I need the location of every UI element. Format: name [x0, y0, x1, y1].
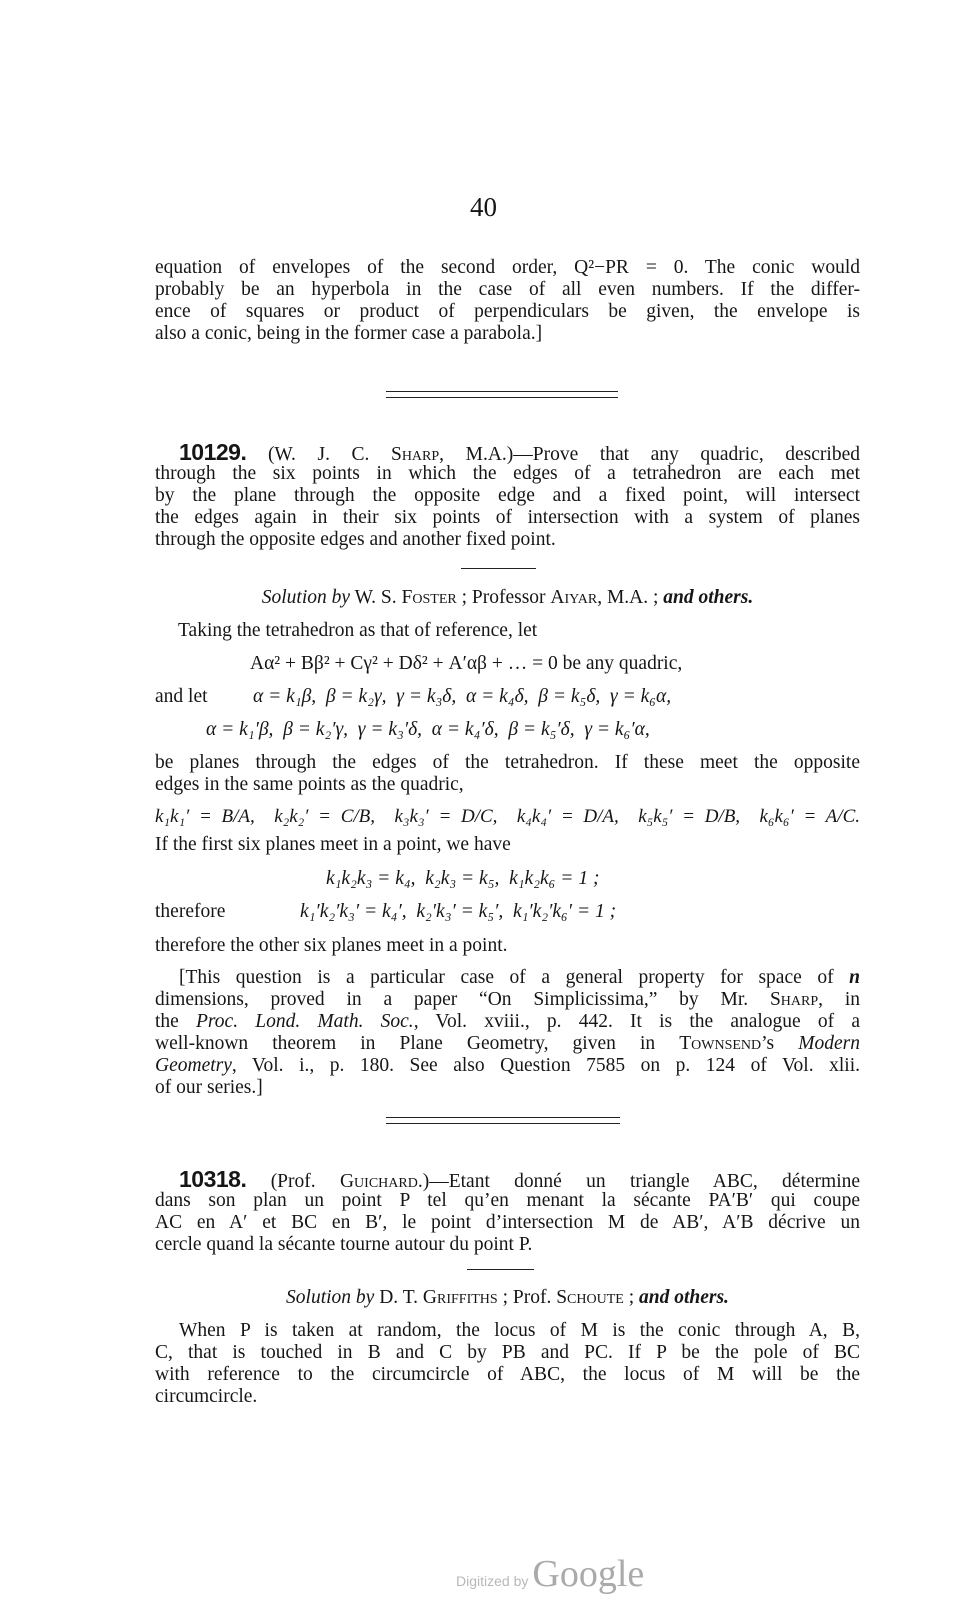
text-line: [155, 967, 860, 989]
solver-suffix: , M.A. ;: [597, 587, 664, 608]
solution-label: Solution by: [261, 587, 351, 608]
solver-initials: D. T.: [374, 1287, 423, 1308]
author-prefix: (W. J. C.: [267, 444, 391, 465]
double-rule-divider: [386, 397, 618, 398]
text-line: equation of envelopes of the second order, Q²−PR = 0. The conic would: [155, 257, 860, 278]
note-text: , Vol. xviii., p. 442. It is the analogue of a: [413, 1011, 860, 1032]
question-header-line: [155, 1168, 860, 1190]
double-rule-divider: [386, 1117, 620, 1118]
note-text: well-known theorem in Plane Geometry, given in: [155, 1033, 680, 1054]
solution-credit: [155, 587, 860, 609]
text-line: dans son plan un point P tel qu’en menant la sécante PA′B′ qui coupe: [155, 1190, 860, 1211]
text-line: Taking the tetrahedron as that of reference, let: [178, 620, 538, 641]
text-line: through the six points in which the edges of a tetrahedron are each met: [155, 463, 860, 484]
text-line: through the opposite edges and another fixed point.: [155, 529, 556, 550]
question-header-line: [155, 441, 860, 463]
question-10129: [155, 441, 860, 551]
text-line: [155, 989, 860, 1011]
text-line: C, that is touched in B and C by PB and PC. If P be the pole of BC: [155, 1342, 860, 1363]
google-logo: Google: [532, 1553, 645, 1595]
question-number: 10129.: [179, 439, 247, 465]
solution-label: Solution by: [286, 1287, 375, 1308]
short-rule-divider: [461, 568, 536, 569]
author-suffix: , M.A.): [439, 444, 514, 465]
text-line: also a conic, being in the former case a parabola.]: [155, 323, 543, 344]
note-text: [This question is a particular case of a general property for space of: [179, 967, 850, 988]
short-rule-divider: [467, 1269, 534, 1270]
text-line: When P is taken at random, the locus of M is the conic through A, B,: [179, 1320, 860, 1341]
solver-initials: W. S.: [350, 587, 402, 608]
book-title: Geometry: [155, 1055, 232, 1076]
question-10318: [155, 1168, 860, 1256]
and-let-label: and let: [155, 686, 208, 707]
author-name: Townsend: [679, 1033, 762, 1054]
text-line: If the first six planes meet in a point, we have: [155, 834, 511, 855]
equation-products: k₁k₁′ = B/A, k₂k₂′ = C/B, k₃k₃′ = D/C, k₄k₄′ = D/A, k₅k₅′ = D/B, k₆k₆′ = A/C.: [155, 806, 860, 827]
page-number: 40: [470, 192, 497, 222]
book-title: Modern: [798, 1033, 860, 1054]
text-line: by the plane through the opposite edge and a fixed point, will intersect: [155, 485, 860, 506]
text-line: [155, 1033, 860, 1055]
solution-credit-line: [155, 1287, 860, 1309]
double-rule-divider: [386, 391, 618, 392]
and-others: and others.: [638, 1287, 729, 1308]
digitized-label: Digitized by: [456, 1573, 529, 1589]
and-others: and others.: [663, 587, 754, 608]
separator: ; Prof.: [497, 1287, 557, 1308]
note-text: ’s: [761, 1033, 799, 1054]
double-rule-divider: [386, 1123, 620, 1124]
author-suffix: .): [417, 1171, 430, 1192]
continuation-paragraph: [155, 257, 860, 345]
equation-second-set: k₁′k₂′k₃′ = k₄′, k₂′k₃′ = k₅′, k₁′k₂′k₆′ = 1 ;: [300, 901, 617, 922]
text-line: cercle quand la sécante tourne autour du point P.: [155, 1234, 533, 1255]
digitized-by-google-watermark: [456, 1552, 644, 1596]
text-line: with reference to the circumcircle of ABC, the locus of M will be the: [155, 1364, 860, 1385]
text-line: edges in the same points as the quadric,: [155, 774, 464, 795]
question-number: 10318.: [179, 1166, 247, 1192]
text-line: [155, 1011, 860, 1033]
solver-name: Foster: [401, 587, 457, 608]
text-line: ence of squares or product of perpendiculars be given, the envelope is: [155, 301, 860, 322]
journal-title: Proc. Lond. Math. Soc.: [196, 1011, 414, 1032]
equation-first-set: k₁k₂k₃ = k₄, k₂k₃ = k₅, k₁k₂k₆ = 1 ;: [326, 868, 600, 889]
note-italic: n: [849, 967, 860, 988]
author-name: Guichard: [339, 1171, 418, 1192]
text-line: probably be an hyperbola in the case of all even numbers. If the differ-: [155, 279, 860, 300]
text-line: [155, 1055, 860, 1077]
text-line: therefore the other six planes meet in a point.: [155, 935, 508, 956]
separator: ; Professor: [456, 587, 551, 608]
equation-planes-1: α = k₁β, β = k₂γ, γ = k₃δ, α = k₄δ, β = k₅δ, γ = k₆α,: [253, 686, 672, 707]
solver-name: Griffiths: [422, 1287, 498, 1308]
note-text: the: [155, 1011, 197, 1032]
text-line: AC en A′ et BC en B′, le point d’intersection M de AB′, A′B décrive un: [155, 1212, 860, 1233]
therefore-label: therefore: [155, 901, 226, 922]
note-text: dimensions, proved in a paper “On Simplicissima,” by Mr.: [155, 989, 770, 1010]
solution-credit: [155, 1287, 860, 1309]
equation-quadric: Aα² + Bβ² + Cγ² + Dδ² + A′αβ + … = 0 be any quadric,: [250, 653, 683, 674]
solution-text: [155, 1320, 860, 1408]
note-text: , Vol. i., p. 180. See also Question 7585 on p. 124 of Vol. xlii.: [231, 1055, 860, 1076]
text-line: the edges again in their six points of intersection with a system of planes: [155, 507, 860, 528]
paragraph: [155, 752, 860, 796]
note-text: , in: [818, 989, 861, 1010]
text-line: circumcircle.: [155, 1386, 258, 1407]
question-text: —Prove that any quadric, described: [513, 444, 860, 465]
author-name: Sharp: [769, 989, 819, 1010]
question-text: —Etant donné un triangle ABC, détermine: [429, 1171, 861, 1192]
solver-name: Schoute: [556, 1287, 624, 1308]
solver-name: Aiyar: [550, 587, 598, 608]
equation-planes-2: α = k₁′β, β = k₂′γ, γ = k₃′δ, α = k₄′δ, β = k₅′δ, γ = k₆′α,: [206, 719, 650, 740]
text-line: of our series.]: [155, 1077, 263, 1098]
editorial-note: [155, 967, 860, 1099]
solution-credit-line: [155, 587, 860, 609]
author-name: Sharp: [390, 444, 440, 465]
separator: ;: [623, 1287, 639, 1308]
text-line: be planes through the edges of the tetrahedron. If these meet the opposite: [155, 752, 860, 773]
author-prefix: (Prof.: [270, 1171, 340, 1192]
